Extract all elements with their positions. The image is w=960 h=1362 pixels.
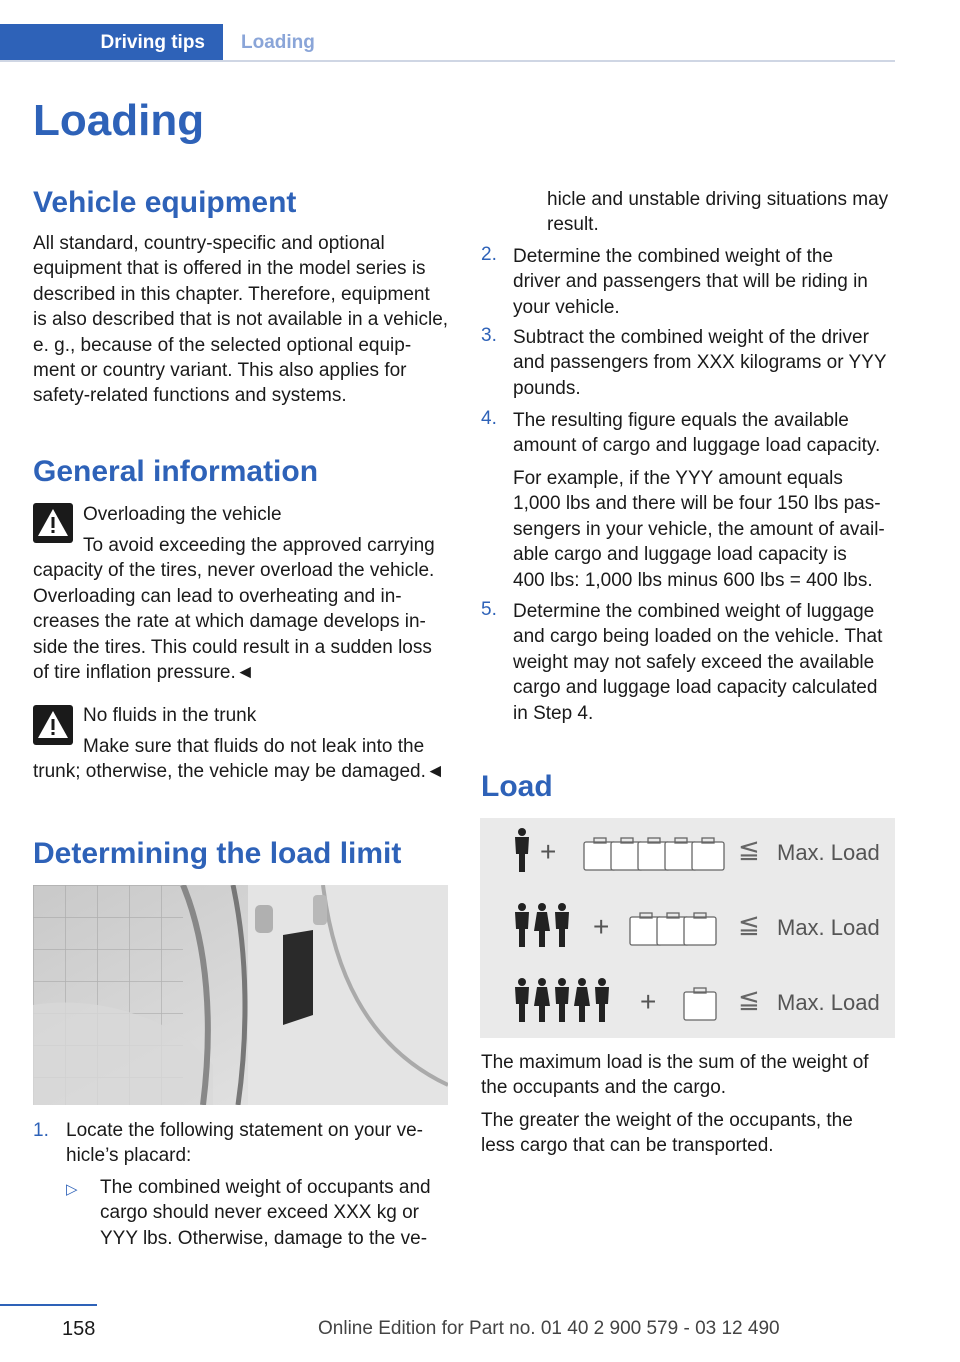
plus-sign: + [640,986,657,1017]
less-equal-sign: ≦ [738,984,760,1014]
max-load-label: Max. Load [777,840,880,865]
text-line: and cargo being loaded on the vehicle. That [513,626,883,648]
text-line: Overloading can lead to overheating and in- [33,585,402,607]
page-title: Loading [33,96,205,145]
text-line: hicle and unstable driving situations may [547,189,889,210]
text-line: and passengers from XXX kilograms or YYY [513,352,887,374]
text-line: pounds. [513,377,581,399]
less-equal-sign: ≦ [738,909,760,939]
text-line: weight may not safely exceed the available [513,651,875,673]
heading-load: Load [481,770,553,803]
text-line: of tire inflation pressure.◄ [33,662,255,683]
plus-sign: + [593,911,610,942]
text-line: The combined weight of occupants and [100,1177,431,1198]
page-number: 158 [62,1318,96,1340]
bullet-marker: ▷ [66,1181,78,1198]
header-section-label: Driving tips [100,32,205,53]
step-number: 2. [481,244,497,265]
text-line: cargo should never exceed XXX kg or [100,1202,419,1224]
text-line: described in this chapter. Therefore, equipment [33,283,430,305]
text-line: To avoid exceeding the approved carrying [83,535,435,556]
text-line: able cargo and luggage load capacity is [513,544,847,566]
text-line: The greater the weight of the occupants, the [481,1110,853,1131]
step-number: 4. [481,408,497,429]
text-line: the occupants and the cargo. [481,1077,727,1099]
less-equal-sign: ≦ [738,834,760,864]
header-subsection-tab[interactable] [241,24,315,62]
text-line: sengers in your vehicle, the amount of avail- [513,518,885,540]
text-line: Locate the following statement on your ve- [66,1120,423,1141]
heading-vehicle-equipment: Vehicle equipment [33,186,297,219]
text-line: cargo and luggage load capacity calculated [513,677,878,699]
text-line: side the tires. This could result in a sudden loss [33,636,432,658]
text-line: 400 lbs: 1,000 lbs minus 600 lbs = 400 lbs. [513,569,873,591]
text-line: is also described that is not available in a vehicle, [33,309,449,331]
text-line: 1,000 lbs and there will be four 150 lbs pas- [513,493,881,515]
text-line: YYY lbs. Otherwise, damage to the ve- [100,1227,428,1249]
text-line: in Step 4. [513,702,594,724]
text-line: your vehicle. [513,296,620,318]
max-load-label: Max. Load [777,990,880,1015]
text-line: The maximum load is the sum of the weight of [481,1052,869,1073]
edition-info: Online Edition for Part no. 01 40 2 900 579 - 03 12 490 [318,1318,780,1339]
text-line: capacity of the tires, never overload the vehicle. [33,560,435,582]
warning-icon [33,705,73,745]
heading-load-limit: Determining the load limit [33,837,402,870]
text-line: Determine the combined weight of luggage [513,601,875,622]
text-line: safety-related functions and systems. [33,385,347,407]
max-load-label: Max. Load [777,915,880,940]
step-number: 3. [481,325,497,346]
step-number: 1. [33,1120,49,1141]
text-line: ment or country variant. This also applies for [33,360,407,381]
text-line: creases the rate at which damage develops in- [33,611,426,633]
load-diagram [480,818,895,1038]
warning1-title: Overloading the vehicle [83,504,282,525]
seat-placard-image [33,885,448,1105]
step-number: 5. [481,599,497,620]
warning2-title: No fluids in the trunk [83,705,257,726]
plus-sign: + [540,836,557,867]
text-line: The resulting figure equals the available [513,410,849,431]
text-line: For example, if the YYY amount equals [513,468,843,489]
text-line: trunk; otherwise, the vehicle may be damaged.◄ [33,761,445,783]
heading-general-information: General information [33,455,319,488]
text-line: e. g., because of the selected optional equip- [33,334,412,356]
text-line: equipment that is offered in the model series is [33,258,426,280]
footer-divider [0,1304,97,1306]
warning-icon [33,503,73,543]
text-line: result. [547,214,599,236]
header-divider [0,60,895,62]
text-line: hicle’s placard: [66,1145,192,1167]
text-line: Subtract the combined weight of the driver [513,327,869,348]
header-section-tab[interactable] [0,24,223,62]
text-line: less cargo that can be transported. [481,1135,774,1157]
text-line: driver and passengers that will be riding in [513,271,868,293]
header-subsection-label: Loading [241,32,315,53]
text-line: Make sure that fluids do not leak into the [83,736,425,757]
text-line: All standard, country-specific and optional [33,233,385,254]
text-line: Determine the combined weight of the [513,246,834,267]
text-line: amount of cargo and luggage load capacity. [513,435,881,457]
